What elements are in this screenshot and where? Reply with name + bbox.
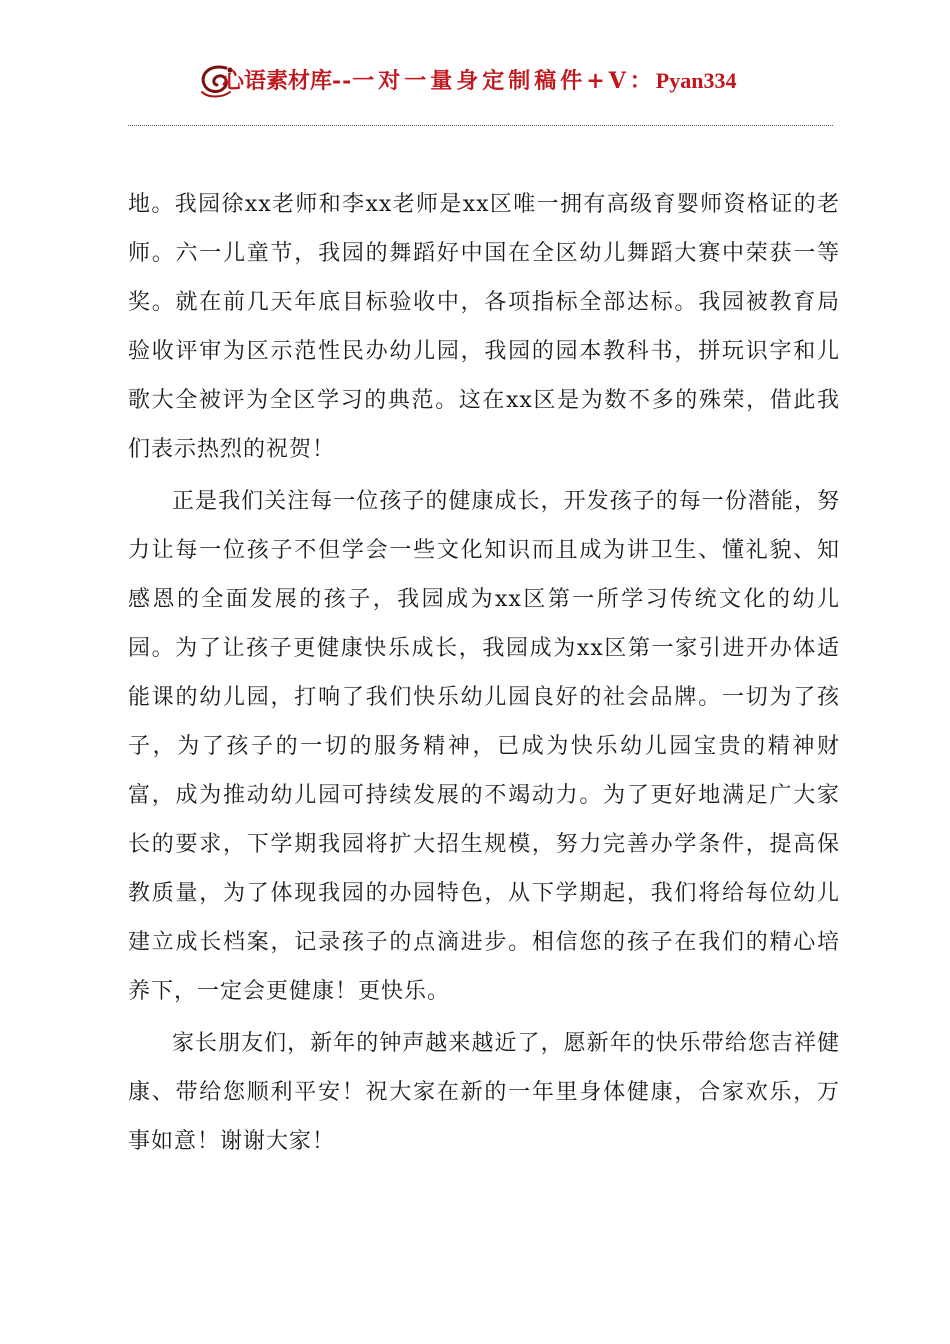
paragraph-2: 正是我们关注每一位孩子的健康成长，开发孩子的每一份潜能，努力让每一位孩子不但学会一些文化知识而且成为讲卫生、懂礼貌、知感恩的全面发展的孩子，我园成为xx区第一所学习传统文化的幼儿园。为了让孩子更健康快乐成长，我园成为xx区第一家引进开办体适能课的幼儿园，打响了我们快乐幼儿园良好的社会品牌。一切为了孩子，为了孩子的一切的服务精神，已成为快乐幼儿园宝贵的精神财富，成为推动幼儿园可持续发展的不竭动力。为了更好地满足广大家长的要求，下学期我园将扩大招生规模，努力完善办学条件，提高保教质量，为了体现我园的办园特色，从下学期起，我们将给每位幼儿建立成长档案，记录孩子的点滴进步。相信您的孩子在我们的精心培养下，一定会更健康！更快乐。: [128, 489, 840, 1004]
header-slogan: 一对一量身定制稿件+V：: [352, 68, 656, 94]
paragraph-3: 家长朋友们，新年的钟声越来越近了，愿新年的快乐带给您吉祥健康、带给您顺利平安！祝大家在新的一年里身体健康，合家欢乐，万事如意！谢谢大家！: [128, 1031, 840, 1154]
header-divider: [128, 125, 833, 126]
document-body: [128, 180, 840, 1166]
header-title: [222, 64, 736, 95]
page-header: [0, 58, 950, 108]
header-contact: Pyan334: [655, 68, 737, 93]
brand-name: 心语素材库: [222, 69, 333, 94]
paragraph-1: 地。我园徐xx老师和李xx老师是xx区唯一拥有高级育婴师资格证的老师。六一儿童节，我园的舞蹈好中国在全区幼儿舞蹈大赛中荣获一等奖。就在前几天年底目标验收中，各项指标全部达标。我园被教育局验收评审为区示范性民办幼儿园，我园的园本教科书，拼玩识字和儿歌大全被评为全区学习的典范。这在xx区是为数不多的殊荣，借此我们表示热烈的祝贺！: [128, 192, 840, 462]
header-separator: --: [332, 68, 353, 94]
